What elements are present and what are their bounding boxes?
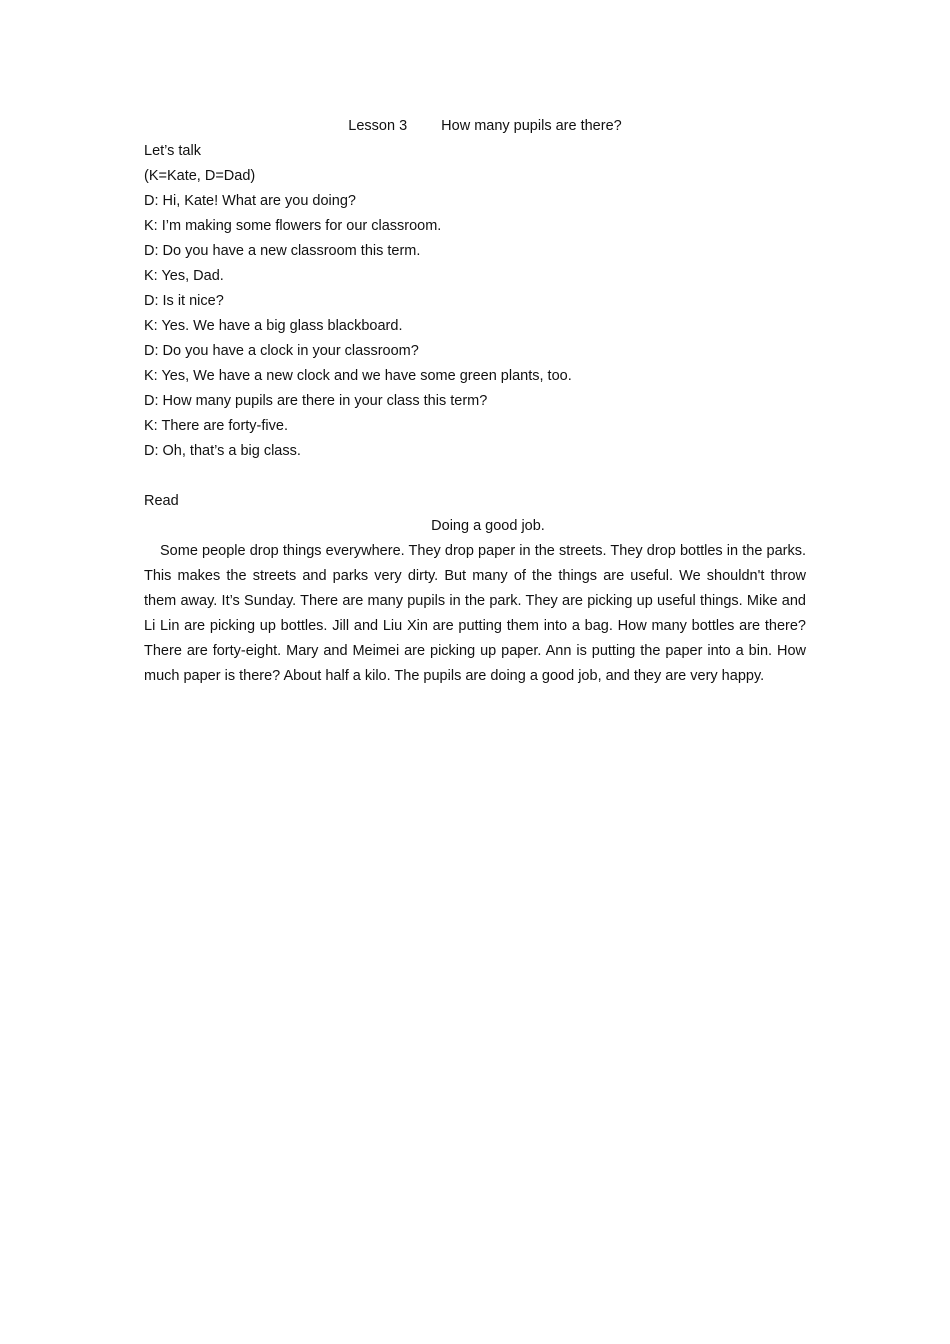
lesson-title: [144, 114, 806, 139]
dialogue: [144, 189, 806, 464]
dialogue-line: K: There are forty-five.: [144, 418, 288, 434]
dialogue-line: K: Yes, We have a new clock and we have some green plants, too.: [144, 368, 572, 384]
dialogue-line: K: Yes, Dad.: [144, 268, 224, 284]
lesson-title-text: How many pupils are there?: [441, 118, 622, 134]
document-page: [144, 114, 806, 689]
read-title: Doing a good job.: [431, 518, 545, 534]
dialogue-line: K: Yes. We have a big glass blackboard.: [144, 318, 403, 334]
dialogue-line: K: I’m making some flowers for our classroom.: [144, 218, 442, 234]
speakers-note: (K=Kate, D=Dad): [144, 168, 256, 184]
dialogue-line: D: Is it nice?: [144, 293, 224, 309]
spacer: [144, 464, 806, 489]
read-heading: Read: [144, 493, 179, 509]
talk-heading: Let’s talk: [144, 143, 201, 159]
dialogue-line: D: How many pupils are there in your class this term?: [144, 393, 488, 409]
lesson-number: Lesson 3: [348, 118, 408, 134]
dialogue-line: D: Oh, that’s a big class.: [144, 443, 301, 459]
dialogue-line: D: Do you have a clock in your classroom?: [144, 343, 419, 359]
read-paragraph: Some people drop things everywhere. They drop paper in the streets. They drop bottles in the parks. This makes the streets and parks very dirty. But many of the things are useful. We shouldn't throw them away. It’s Sunday. There are many pupils in the park. They are picking up useful things. Mike and Li Lin are picking up bottles. Jill and Liu Xin are putting them into a bag. How many bottles are there? There are forty-eight. Mary and Meimei are picking up paper. Ann is putting the paper into a bin. How much paper is there? About half a kilo. The pupils are doing a good job, and they are very happy.: [144, 543, 806, 684]
dialogue-line: D: Do you have a new classroom this term.: [144, 243, 421, 259]
dialogue-line: D: Hi, Kate! What are you doing?: [144, 193, 356, 209]
